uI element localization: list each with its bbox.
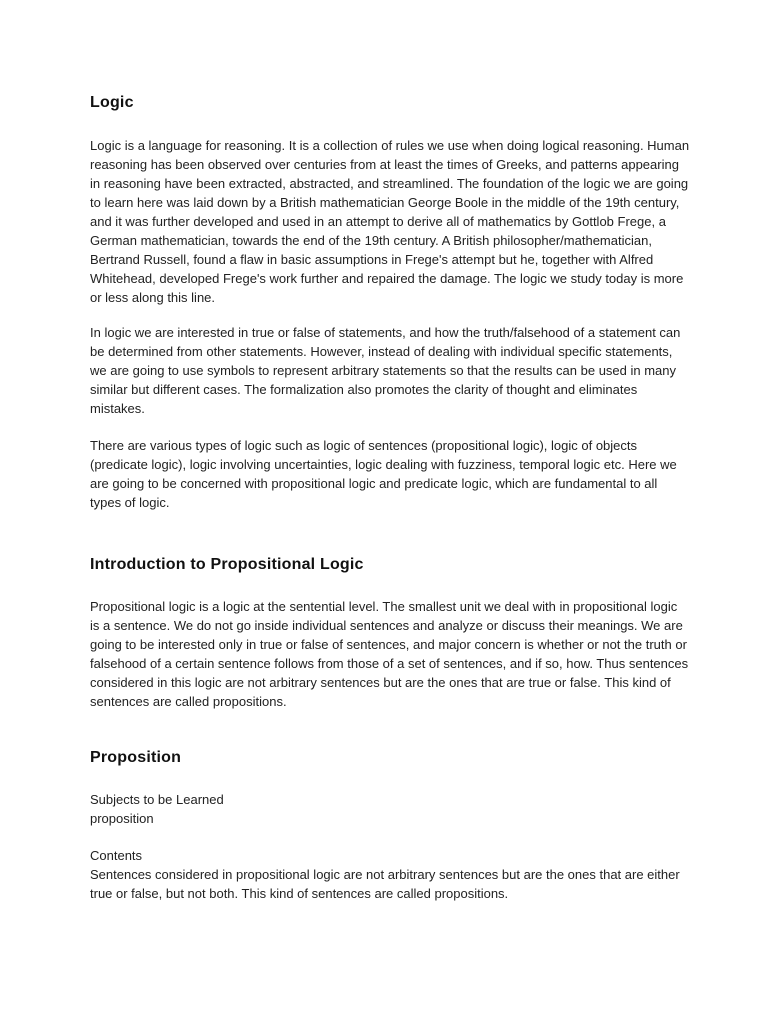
- subjects-item: proposition: [90, 811, 154, 826]
- contents-label: Contents: [90, 848, 143, 863]
- contents-text: Sentences considered in propositional logic are not arbitrary sentences but are the ones that are either true or false, but not both. This kind of sentences are called propositions.: [90, 867, 680, 901]
- heading-introduction-propositional-logic: Introduction to Propositional Logic: [90, 556, 364, 573]
- subjects-label: Subjects to be Learned: [90, 792, 224, 807]
- paragraph-logic-statements: In logic we are interested in true or false of statements, and how the truth/falsehood of a statement can be determined from other statements. However, instead of dealing with individual specific statements, we are going to use symbols to represent arbitrary statements so that the results can be used in many similar but different cases. The formalization also promotes the clarity of thought and eliminates mistakes.: [90, 325, 681, 416]
- heading-logic: Logic: [90, 94, 134, 111]
- subjects-block: [90, 790, 690, 828]
- paragraph-logic-types: There are various types of logic such as logic of sentences (propositional logic), logic of objects (predicate logic), logic involving uncertainties, logic dealing with fuzziness, temporal logic etc. Here we are going to be concerned with propositional logic and predicate logic, which are fundamental to all types of logic.: [90, 438, 677, 510]
- paragraph-logic-intro: Logic is a language for reasoning. It is a collection of rules we use when doing logical reasoning. Human reasoning has been observed over centuries from at least the times of Greeks, and patterns appearing in reasoning have been extracted, abstracted, and streamlined. The foundation of the logic we are going to learn here was laid down by a British mathematician George Boole in the middle of the 19th century, and it was further developed and used in an attempt to derive all of mathematics by Gottlob Frege, a German mathematician, towards the end of the 19th century. A British philosopher/mathematician, Bertrand Russell, found a flaw in basic assumptions in Frege's attempt but he, together with Alfred Whitehead, developed Frege's work further and repaired the damage. The logic we study today is more or less along this line.: [90, 138, 690, 305]
- contents-block: [90, 846, 690, 903]
- paragraph-propositional-logic: Propositional logic is a logic at the sentential level. The smallest unit we deal with in propositional logic is a sentence. We do not go inside individual sentences and analyze or discuss their meanings. We are going to be interested only in true or false of sentences, and major concern is whether or not the truth or falsehood of a certain sentence follows from those of a set of sentences, and if so, how. Thus sentences considered in this logic are not arbitrary sentences but are the ones that are true or false. This kind of sentences are called propositions.: [90, 599, 689, 709]
- heading-proposition: Proposition: [90, 749, 182, 766]
